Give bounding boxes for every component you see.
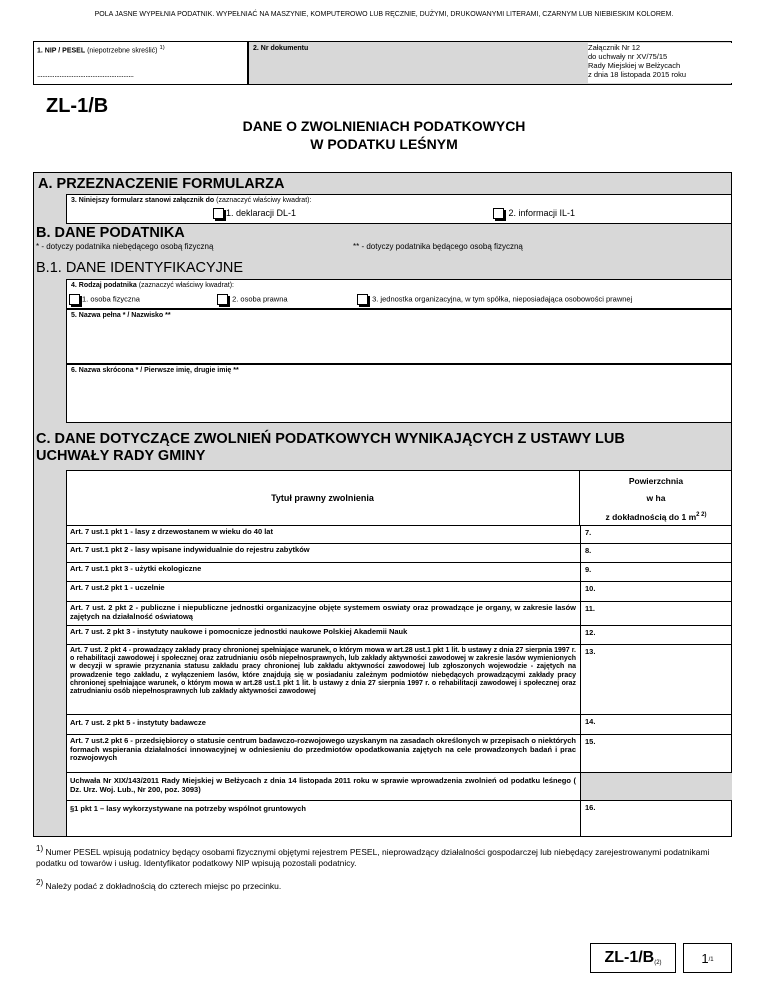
footer-page-total: /1 — [708, 957, 714, 963]
footnote-1-text: Numer PESEL wpisują podatnicy będący osobami fizycznymi objętymi rejestrem PESEL, nieprowadzący działalności gospodarczej lub niebędący zarejestrowanymi podatnikami podatku od towarów i usług. Identyfikator podatkowy NIP wpisują pozostali podatnicy. — [36, 846, 710, 868]
form-code: ZL-1/B — [46, 95, 109, 117]
section-a-title: A. PRZEZNACZENIE FORMULARZA — [38, 176, 285, 192]
row-desc: Art. 7 ust. 2 pkt 3 - instytuty naukowe i pomocnicze jednostki naukowe Polskiej Akademii Nauk — [70, 627, 408, 636]
section-c-title-2: UCHWAŁY RADY GMINY — [36, 448, 206, 464]
row-desc: Art. 7 ust.1 pkt 1 - lasy z drzewostanem w wieku do 40 lat — [70, 527, 273, 536]
col-area-2: w ha — [646, 493, 666, 503]
row-input[interactable]: 8. — [580, 544, 732, 562]
checkbox-icon[interactable] — [69, 294, 80, 305]
row-input[interactable]: 10. — [580, 582, 732, 601]
col-area-3: z dokładnością do 1 m — [605, 511, 697, 522]
footer-page-number — [683, 943, 732, 973]
annex-line: Załącznik Nr 12 — [588, 43, 641, 52]
row-desc: Art. 7 ust.2 pkt 1 - uczelnie — [70, 583, 165, 592]
table-row — [66, 800, 732, 837]
field4-note: (zaznaczyć właściwy kwadrat): — [138, 282, 234, 289]
field5-label: 5. Nazwa pełna * / Nazwisko ** — [71, 312, 171, 319]
col-header-title: Tytuł prawny zwolnienia — [66, 470, 580, 525]
checkbox-icon[interactable] — [357, 294, 368, 305]
option-il1-label: 2. informacji IL-1 — [508, 208, 576, 218]
option-jednostka[interactable] — [357, 294, 632, 305]
table-row — [66, 625, 732, 644]
annex-line: z dnia 18 listopada 2015 roku — [588, 70, 686, 79]
field4-label: 4. Rodzaj podatnika — [71, 282, 137, 289]
section-b-title: B. DANE PODATNIKA — [36, 225, 185, 241]
nip-pesel-box[interactable] — [33, 41, 248, 85]
field5-box[interactable] — [66, 309, 732, 364]
row-desc: Art. 7 ust. 2 pkt 4 - prowadzący zakłady pracy chronionej spełniające warunek, o którym mowa w art.28 ust.1 pkt 1 lit. b ustawy z dnia 27 sierpnia 1997 r. o rehabilitacji zawodowej i społecznej oraz zatrudnianiu osób niepełnosprawnych, lub zakłady aktywności zawodowej w zakresie lasów wymienionych w decyzji w sprawie przyznania statusu zakładu pracy chronionej lub zakładu aktywności zawodowej lub zgłoszonych wojewodzie - zajętych na prowadzenie tego zakładu, z wyłączeniem lasów, które znajdują się w posiadaniu zależnym podmiotów niebędących prowadzącymi zakłady pracy chronionej spełniające warunek, o którym mowa w art.28 ust.1 pkt 1 lit. b ustawy z dnia 27 sierpnia 1997 r. o rehabilitacji zawodowej i społecznej oraz zatrudnianiu osób niepełnosprawnych lub zakłady aktywności zawodowej — [70, 647, 576, 696]
footnote-2 — [36, 878, 736, 891]
table-row — [66, 581, 732, 601]
option-osoba-prawna[interactable] — [217, 294, 288, 305]
resolution-gray-cell — [580, 773, 732, 800]
row-input[interactable]: 7. — [580, 526, 732, 543]
row-input[interactable]: 11. — [580, 602, 732, 625]
checkbox-icon[interactable] — [213, 208, 224, 219]
checkbox-icon[interactable] — [493, 208, 504, 219]
row-desc: Art. 7 ust. 2 pkt 5 - instytuty badawcze — [70, 718, 206, 727]
top-instruction: POLA JASNE WYPEŁNIA PODATNIK. WYPEŁNIAĆ NA MASZYNIE, KOMPUTEROWO LUB RĘCZNIE, DUŻYMI, DRUKOWANYMI LITERAMI, CZARNYM LUB NIEBIESKIM KOLOREM. — [94, 11, 674, 18]
section-b-note1: * - dotyczy podatnika niebędącego osobą fizyczną — [36, 242, 214, 251]
resolution-row — [66, 772, 732, 800]
section-b-note2: ** - dotyczy podatnika będącego osobą fizyczną — [353, 242, 523, 251]
table-row — [66, 601, 732, 625]
title-line-1: DANE O ZWOLNIENIACH PODATKOWYCH — [242, 118, 526, 134]
row-desc: §1 pkt 1 – lasy wykorzystywane na potrzeby wspólnot gruntowych — [70, 804, 306, 813]
table-row — [66, 734, 732, 772]
table-row — [66, 525, 732, 543]
option-dl1[interactable] — [213, 208, 296, 219]
footer-form-code — [590, 943, 676, 973]
footnote-2-mark: 2) — [36, 878, 44, 887]
table-row — [66, 714, 732, 734]
annex-line: Rady Miejskiej w Bełżycach — [588, 61, 681, 70]
footer-code-sub: (2) — [654, 960, 662, 966]
footer-code: ZL-1/B — [604, 949, 655, 966]
option-dl1-label: 1. deklaracji DL-1 — [226, 208, 297, 218]
row-desc: Art. 7 ust.1 pkt 3 - użytki ekologiczne — [70, 564, 202, 573]
nip-sup: 1) — [159, 45, 165, 51]
option-il1[interactable] — [493, 208, 575, 219]
option-label: 1. osoba fizyczna — [82, 294, 140, 304]
table-row — [66, 543, 732, 562]
footer-page: 1 — [701, 950, 709, 966]
checkbox-icon[interactable] — [217, 294, 228, 305]
field3-box — [66, 194, 732, 224]
resolution-text: Uchwała Nr XIX/143/2011 Rady Miejskiej w Bełżycach z dnia 14 listopada 2011 roku w sprawie wprowadzenia zwolnień od podatku leśnego ( Dz. Urz. Woj. Lub., Nr 200, poz. 3093) — [70, 776, 576, 794]
col-area-1: Powierzchnia — [628, 476, 684, 486]
row-desc: Art. 7 ust.1 pkt 2 - lasy wpisane indywidualnie do rejestru zabytków — [70, 545, 310, 554]
row-desc: Art. 7 ust. 2 pkt 2 - publiczne i niepubliczne jednostki organizacyjne objęte systemem oswiaty oraz prowadzące je organy, w zakresie lasów zajętych na działalność oświatową — [70, 603, 576, 621]
field6-label: 6. Nazwa skrócona * / Pierwsze imię, drugie imię ** — [71, 367, 239, 374]
table-row — [66, 562, 732, 581]
field3-label: 3. Niniejszy formularz stanowi załącznik do — [71, 197, 215, 204]
row-desc: Art. 7 ust.2 pkt 6 - przedsiębiorcy o statusie centrum badawczo-rozwojowego uzyskanym na zasadach określonych w przepisach o niektórych formach wspierania działalności innowacyjnej w odniesieniu do przedmiotów opodatkowania zajętych na cele prowadzonych badań i prac rozwojowych — [70, 736, 576, 762]
row-input[interactable]: 14. — [580, 715, 732, 734]
row-input[interactable]: 15. — [580, 735, 732, 772]
nip-label: 1. NIP / PESEL — [37, 47, 86, 55]
col-header-area — [580, 470, 732, 525]
row-input[interactable]: 13. — [580, 645, 732, 714]
footnote-1 — [36, 843, 736, 869]
field6-box[interactable] — [66, 364, 732, 423]
field4-box — [66, 279, 732, 309]
nip-dots: ........................................................ — [37, 70, 134, 79]
page-title — [0, 117, 768, 153]
section-b1-title: B.1. DANE IDENTYFIKACYJNE — [36, 260, 244, 276]
doc-nr-label: 2. Nr dokumentu — [253, 45, 309, 52]
row-input[interactable]: 9. — [580, 563, 732, 581]
annex-line: do uchwały nr XV/75/15 — [588, 52, 668, 61]
option-label: 2. osoba prawna — [232, 294, 288, 304]
nip-note: (niepotrzebne skreślić) — [87, 47, 158, 55]
title-line-2: W PODATKU LEŚNYM — [310, 136, 458, 152]
col-area-sup: 2 2) — [696, 512, 707, 518]
option-label: 3. jednostka organizacyjna, w tym spółka, nieposiadająca osobowości prawnej — [372, 294, 633, 304]
table-row — [66, 644, 732, 714]
option-osoba-fizyczna[interactable] — [69, 294, 140, 305]
section-c-title — [36, 431, 625, 465]
footnote-2-text: Należy podać z dokładnością do czterech miejsc po przecinku. — [45, 880, 282, 891]
row-input[interactable]: 12. — [580, 626, 732, 644]
footnote-1-mark: 1) — [36, 844, 44, 853]
row-input[interactable]: 16. — [580, 801, 732, 837]
field3-note: (zaznaczyć właściwy kwadrat): — [216, 197, 312, 204]
annex-info — [588, 43, 738, 83]
section-c-title-1: C. DANE DOTYCZĄCE ZWOLNIEŃ PODATKOWYCH WYNIKAJĄCYCH Z USTAWY LUB — [36, 431, 625, 447]
